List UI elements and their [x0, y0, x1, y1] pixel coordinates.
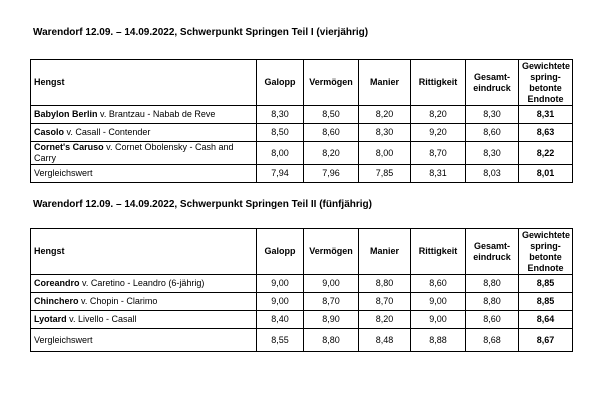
table-row [31, 142, 573, 165]
table-row [31, 293, 573, 311]
gesamteindruck-value: 8,30 [466, 106, 519, 124]
endnote-value: 8,01 [519, 165, 573, 183]
vermoegen-value: 8,20 [304, 142, 359, 165]
header-rittigkeit: Rittigkeit [411, 60, 466, 106]
header-galopp: Galopp [257, 229, 304, 275]
endnote-value: 8,63 [519, 124, 573, 142]
manier-value: 8,20 [359, 311, 411, 329]
header-gesamteindruck [466, 229, 519, 275]
manier-value: 8,00 [359, 142, 411, 165]
horse-cell [31, 311, 257, 329]
gesamteindruck-value: 8,80 [466, 293, 519, 311]
header-galopp: Galopp [257, 60, 304, 106]
header-rittigkeit: Rittigkeit [411, 229, 466, 275]
gesamteindruck-value: 8,30 [466, 142, 519, 165]
horse-name: Coreandro [34, 278, 80, 288]
manier-value: 8,20 [359, 106, 411, 124]
header-endnote-line2: spring- [530, 240, 561, 251]
rittigkeit-value: 8,31 [411, 165, 466, 183]
endnote-value: 8,67 [519, 329, 573, 352]
endnote-value: 8,64 [519, 311, 573, 329]
horse-pedigree: v. Casall - Contender [64, 127, 151, 137]
header-hengst: Hengst [31, 229, 257, 275]
rittigkeit-value: 9,20 [411, 124, 466, 142]
horse-cell [31, 106, 257, 124]
vermoegen-value: 9,00 [304, 275, 359, 293]
horse-name: Lyotard [34, 314, 67, 324]
results-table-part-2 [30, 228, 573, 352]
gesamteindruck-value: 8,68 [466, 329, 519, 352]
table-row [31, 311, 573, 329]
rittigkeit-value: 8,20 [411, 106, 466, 124]
horse-pedigree: v. Brantzau - Nabab de Reve [97, 109, 216, 119]
horse-name: Casolo [34, 127, 65, 137]
section-2-title: Warendorf 12.09. – 14.09.2022, Schwerpunkt Springen Teil II (fünfjährig) [33, 199, 372, 210]
header-gesamteindruck-line2: eindruck [473, 251, 511, 262]
horse-pedigree: v. Livello - Casall [66, 314, 137, 324]
header-gesamteindruck-line1: Gesamt- [473, 71, 510, 82]
vermoegen-value: 8,70 [304, 293, 359, 311]
horse-cell [31, 142, 257, 165]
section-1-title: Warendorf 12.09. – 14.09.2022, Schwerpunkt Springen Teil I (vierjährig) [33, 27, 369, 38]
vermoegen-value: 8,60 [304, 124, 359, 142]
endnote-value: 8,85 [519, 293, 573, 311]
header-endnote-line2: spring- [530, 71, 561, 82]
header-endnote [519, 229, 573, 275]
horse-pedigree: v. Cornet Obolensky - Cash and Carry [34, 142, 234, 163]
header-manier: Manier [359, 229, 411, 275]
compare-row [31, 165, 573, 183]
galopp-value: 8,30 [257, 106, 304, 124]
header-endnote [519, 60, 573, 106]
header-manier: Manier [359, 60, 411, 106]
header-vermoegen: Vermögen [304, 60, 359, 106]
gesamteindruck-value: 8,80 [466, 275, 519, 293]
horse-pedigree: v. Caretino - Leandro (6-jährig) [79, 278, 205, 288]
manier-value: 8,48 [359, 329, 411, 352]
rittigkeit-value: 9,00 [411, 293, 466, 311]
horse-name: Cornet's Caruso [34, 142, 104, 152]
header-endnote-line1: Gewichtete [522, 229, 571, 240]
table-header-row [31, 60, 573, 106]
results-table-part-1 [30, 59, 573, 183]
rittigkeit-value: 8,70 [411, 142, 466, 165]
endnote-value: 8,22 [519, 142, 573, 165]
endnote-value: 8,31 [519, 106, 573, 124]
galopp-value: 7,94 [257, 165, 304, 183]
header-endnote-line3: betonte [529, 251, 562, 262]
galopp-value: 8,50 [257, 124, 304, 142]
gesamteindruck-value: 8,60 [466, 124, 519, 142]
rittigkeit-value: 8,88 [411, 329, 466, 352]
compare-label: Vergleichswert [31, 329, 257, 352]
gesamteindruck-value: 8,03 [466, 165, 519, 183]
horse-cell [31, 124, 257, 142]
manier-value: 8,70 [359, 293, 411, 311]
rittigkeit-value: 9,00 [411, 311, 466, 329]
horse-name: Babylon Berlin [34, 109, 98, 119]
horse-cell [31, 275, 257, 293]
header-endnote-line3: betonte [529, 82, 562, 93]
header-gesamteindruck [466, 60, 519, 106]
compare-label: Vergleichswert [31, 165, 257, 183]
compare-row [31, 329, 573, 352]
endnote-value: 8,85 [519, 275, 573, 293]
vermoegen-value: 8,80 [304, 329, 359, 352]
table-header-row [31, 229, 573, 275]
header-hengst: Hengst [31, 60, 257, 106]
header-gesamteindruck-line1: Gesamt- [473, 240, 510, 251]
header-endnote-line1: Gewichtete [522, 60, 571, 71]
galopp-value: 9,00 [257, 275, 304, 293]
table-row [31, 106, 573, 124]
galopp-value: 8,55 [257, 329, 304, 352]
vermoegen-value: 8,50 [304, 106, 359, 124]
header-endnote-line4: Endnote [527, 93, 564, 104]
galopp-value: 8,40 [257, 311, 304, 329]
vermoegen-value: 8,90 [304, 311, 359, 329]
horse-cell [31, 293, 257, 311]
manier-value: 7,85 [359, 165, 411, 183]
manier-value: 8,80 [359, 275, 411, 293]
galopp-value: 8,00 [257, 142, 304, 165]
header-vermoegen: Vermögen [304, 229, 359, 275]
rittigkeit-value: 8,60 [411, 275, 466, 293]
horse-pedigree: v. Chopin - Clarimo [78, 296, 158, 306]
header-endnote-line4: Endnote [527, 262, 564, 273]
table-row [31, 124, 573, 142]
header-gesamteindruck-line2: eindruck [473, 82, 511, 93]
manier-value: 8,30 [359, 124, 411, 142]
vermoegen-value: 7,96 [304, 165, 359, 183]
gesamteindruck-value: 8,60 [466, 311, 519, 329]
horse-name: Chinchero [34, 296, 79, 306]
table-row [31, 275, 573, 293]
galopp-value: 9,00 [257, 293, 304, 311]
